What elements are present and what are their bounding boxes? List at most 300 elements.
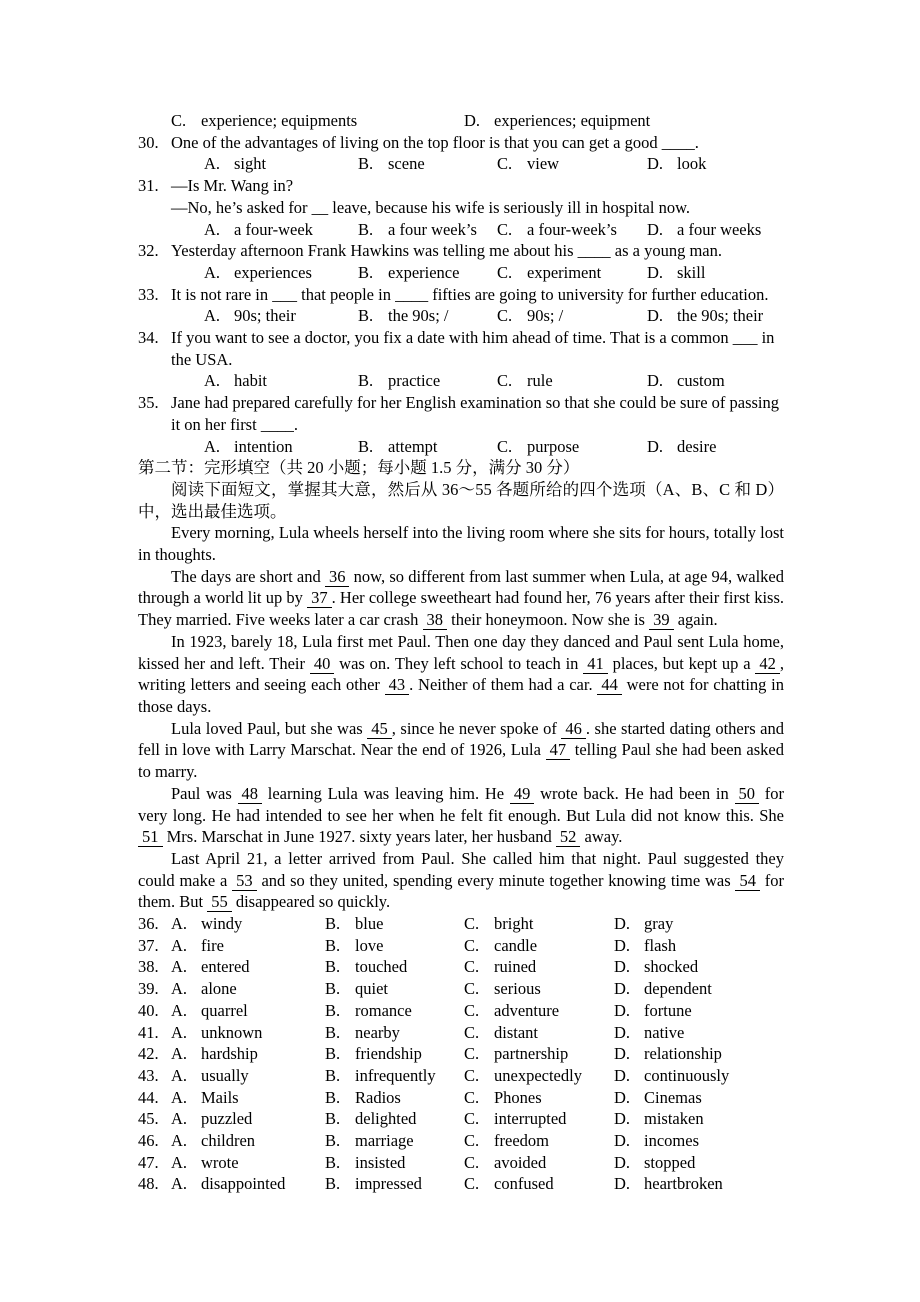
option-c-cell bbox=[497, 219, 647, 241]
option-letter: A. bbox=[171, 1174, 188, 1194]
option-text: blue bbox=[355, 914, 384, 934]
option-text: mistaken bbox=[644, 1109, 704, 1129]
option-text: quiet bbox=[355, 979, 388, 999]
section2-instructions: 阅读下面短文，掌握其大意，然后从 36～55 各题所给的四个选项（A、B、C 和 D）中，选出最佳选项。 bbox=[138, 479, 784, 521]
option-text: windy bbox=[201, 914, 243, 934]
option-letter: D. bbox=[614, 914, 631, 934]
option-text: practice bbox=[388, 371, 441, 391]
option-a-cell bbox=[171, 1043, 325, 1065]
cloze-option-row bbox=[138, 1043, 784, 1065]
option-text: puzzled bbox=[201, 1109, 253, 1129]
option-a-cell bbox=[171, 1000, 325, 1022]
question-number: 44. bbox=[138, 1087, 159, 1107]
cloze-blank: 52 bbox=[556, 827, 581, 847]
option-text: marriage bbox=[355, 1131, 414, 1151]
cloze-blank: 42 bbox=[755, 654, 780, 674]
option-b-cell bbox=[325, 1087, 464, 1109]
option-a-cell bbox=[204, 219, 358, 241]
option-letter: C. bbox=[464, 979, 480, 999]
option-text: shocked bbox=[644, 957, 699, 977]
option-text: delighted bbox=[355, 1109, 417, 1129]
question bbox=[138, 132, 784, 175]
option-d-cell bbox=[614, 935, 784, 957]
option-letter: B. bbox=[325, 1174, 341, 1194]
option-letter: A. bbox=[204, 219, 221, 239]
option-text: interrupted bbox=[494, 1109, 567, 1129]
option-text: infrequently bbox=[355, 1065, 436, 1085]
option-text: view bbox=[527, 154, 560, 174]
options-row bbox=[204, 262, 784, 284]
options-row bbox=[204, 153, 784, 175]
option-letter: B. bbox=[325, 1131, 341, 1151]
option-letter: D. bbox=[614, 1131, 631, 1151]
option-letter: B. bbox=[325, 1087, 341, 1107]
option-text: intention bbox=[234, 436, 293, 456]
option-letter: A. bbox=[204, 154, 221, 174]
option-d-cell bbox=[647, 219, 784, 241]
option-c-cell bbox=[464, 1130, 614, 1152]
cloze-option-row bbox=[138, 978, 784, 1000]
question-number: 33. bbox=[138, 284, 159, 304]
cloze-blank: 50 bbox=[735, 784, 760, 804]
question-text: One of the advantages of living on the top floor is that you can get a good ____. bbox=[171, 132, 699, 152]
option-text: scene bbox=[388, 154, 425, 174]
question bbox=[138, 284, 784, 327]
option-text: native bbox=[644, 1022, 685, 1042]
option-b-cell bbox=[325, 1022, 464, 1044]
question29-options-row bbox=[171, 110, 784, 132]
option-letter: A. bbox=[171, 1022, 188, 1042]
question-number: 48. bbox=[138, 1174, 159, 1194]
cloze-blank: 46 bbox=[561, 719, 586, 739]
option-letter: D. bbox=[614, 1174, 631, 1194]
option-text: experience; equipments bbox=[201, 111, 358, 130]
option-text: experiences; equipment bbox=[494, 111, 651, 130]
option-d-cell bbox=[614, 913, 784, 935]
option-letter: C. bbox=[464, 1087, 480, 1107]
option-letter: C. bbox=[464, 1022, 480, 1042]
option-c-cell bbox=[497, 305, 647, 327]
cloze-option-row bbox=[138, 1152, 784, 1174]
option-text: partnership bbox=[494, 1044, 569, 1064]
option-a-cell bbox=[204, 153, 358, 175]
option-letter: C. bbox=[497, 306, 513, 326]
option-text: a four-week’s bbox=[527, 219, 617, 239]
passage-paragraph: Paul was 48 learning Lula was leaving him. He 49 wrote back. He had been in 50 for very long. He had intended to see her when he felt fit enough. But Lula did not know this. She 51 Mrs. Marschat in June 1927. sixty years later, her husband 52 away. bbox=[138, 783, 784, 847]
option-d-cell bbox=[647, 153, 784, 175]
option-c-cell bbox=[464, 956, 614, 978]
option-letter: B. bbox=[325, 1044, 341, 1064]
option-letter: D. bbox=[464, 111, 481, 130]
cloze-blank: 51 bbox=[138, 827, 163, 847]
option-a-cell bbox=[171, 956, 325, 978]
option-a-cell bbox=[171, 1173, 325, 1195]
option-c-cell bbox=[497, 153, 647, 175]
option-letter: B. bbox=[358, 371, 374, 391]
option-letter: A. bbox=[204, 436, 221, 456]
question-number: 47. bbox=[138, 1152, 159, 1172]
option-text: a four weeks bbox=[677, 219, 762, 239]
cloze-options-table bbox=[138, 913, 784, 1195]
option-letter: A. bbox=[171, 914, 188, 934]
option-text: Phones bbox=[494, 1087, 542, 1107]
option-letter: C. bbox=[464, 914, 480, 934]
option-text: 90s; their bbox=[234, 306, 296, 326]
option-text: fortune bbox=[644, 1000, 692, 1020]
option-text: dependent bbox=[644, 979, 712, 999]
option-d-cell bbox=[614, 1152, 784, 1174]
option-d-cell bbox=[614, 956, 784, 978]
question bbox=[138, 240, 784, 283]
options-row bbox=[204, 219, 784, 241]
cloze-passage bbox=[138, 522, 784, 913]
option-a-cell bbox=[171, 1152, 325, 1174]
option-a-cell bbox=[171, 978, 325, 1000]
option-letter: C. bbox=[497, 219, 513, 239]
option-text: desire bbox=[677, 436, 717, 456]
option-text: a four-week bbox=[234, 219, 313, 239]
option-c-cell bbox=[497, 370, 647, 392]
option-letter: A. bbox=[204, 371, 221, 391]
question-text: It is not rare in ___ that people in ____ fifties are going to university for further education. bbox=[171, 284, 769, 304]
option-c-cell bbox=[497, 436, 647, 458]
option-letter: D. bbox=[614, 1152, 631, 1172]
option-text: wrote bbox=[201, 1152, 239, 1172]
option-letter: A. bbox=[204, 306, 221, 326]
cloze-option-row bbox=[138, 956, 784, 978]
option-text: attempt bbox=[388, 436, 438, 456]
option-b-cell bbox=[325, 1173, 464, 1195]
question-number: 30. bbox=[138, 132, 159, 152]
option-letter: C. bbox=[464, 957, 480, 977]
question bbox=[138, 175, 784, 240]
passage-paragraph: Lula loved Paul, but she was 45 , since he never spoke of 46 . she started dating others and fell in love with Larry Marschat. Near the end of 1926, Lula 47 telling Paul she had been asked to marry. bbox=[138, 718, 785, 782]
option-a-cell bbox=[204, 370, 358, 392]
option-b-cell bbox=[325, 1043, 464, 1065]
option-text: Radios bbox=[355, 1087, 401, 1107]
question-number: 34. bbox=[138, 328, 159, 348]
passage-paragraph: The days are short and 36 now, so different from last summer when Lula, at age 94, walked through a world lit up by 37 . Her college sweetheart had found her, 76 years after their first kiss. They married. Five weeks later a car crash 38 their honeymoon. Now she is 39 again. bbox=[138, 566, 785, 630]
option-text: usually bbox=[201, 1065, 249, 1085]
option-text: skill bbox=[677, 262, 706, 282]
option-letter: C. bbox=[497, 154, 513, 174]
cloze-blank: 44 bbox=[597, 675, 622, 695]
option-b-cell bbox=[325, 935, 464, 957]
option-b-cell bbox=[325, 1152, 464, 1174]
question-number: 40. bbox=[138, 1000, 159, 1020]
option-letter: D. bbox=[614, 1000, 631, 1020]
option-c-cell bbox=[464, 935, 614, 957]
passage-paragraph: In 1923, barely 18, Lula first met Paul. Then one day they danced and Paul sent Lula home, kissed her and left. Their 40 was on. They left school to teach in 41 places, but kept up a 42 , writing letters and seeing each other 43 . Neither of them had a car. 44 were not for chatting in those days. bbox=[138, 631, 784, 716]
question-number: 32. bbox=[138, 241, 159, 261]
option-letter: B. bbox=[358, 219, 374, 239]
option-text: bright bbox=[494, 914, 534, 934]
question-number: 39. bbox=[138, 979, 159, 999]
option-a-cell bbox=[171, 935, 325, 957]
option-text: 90s; / bbox=[527, 306, 564, 326]
option-letter: C. bbox=[464, 935, 480, 955]
option-b-cell bbox=[325, 913, 464, 935]
option-c-cell bbox=[464, 1000, 614, 1022]
option-text: the 90s; / bbox=[388, 306, 449, 326]
option-text: Mails bbox=[201, 1087, 239, 1107]
cloze-blank: 49 bbox=[510, 784, 535, 804]
option-letter: C. bbox=[464, 1109, 480, 1129]
option-letter: A. bbox=[171, 935, 188, 955]
cloze-blank: 37 bbox=[307, 588, 332, 608]
option-text: impressed bbox=[355, 1174, 422, 1194]
option-b-cell bbox=[358, 262, 497, 284]
option-text: heartbroken bbox=[644, 1174, 723, 1194]
option-letter: A. bbox=[171, 957, 188, 977]
option-d-cell bbox=[614, 1108, 784, 1130]
option-text: relationship bbox=[644, 1044, 722, 1064]
question bbox=[138, 327, 784, 392]
option-text: sight bbox=[234, 154, 267, 174]
option-text: insisted bbox=[355, 1152, 406, 1172]
option-letter: D. bbox=[614, 957, 631, 977]
option-d-cell bbox=[614, 1065, 784, 1087]
option-letter: B. bbox=[325, 914, 341, 934]
option-letter: A. bbox=[171, 1065, 188, 1085]
option-a-cell bbox=[171, 1022, 325, 1044]
option-text: nearby bbox=[355, 1022, 400, 1042]
option-b-cell bbox=[358, 305, 497, 327]
option-letter: D. bbox=[614, 935, 631, 955]
cloze-blank: 55 bbox=[207, 892, 232, 912]
single-choice-questions bbox=[138, 132, 784, 458]
option-letter: A. bbox=[171, 1109, 188, 1129]
option-d-cell bbox=[614, 1022, 784, 1044]
question-text: If you want to see a doctor, you fix a date with him ahead of time. That is a common ___ in the USA. bbox=[171, 328, 775, 369]
option-text: distant bbox=[494, 1022, 538, 1042]
cloze-option-row bbox=[138, 1022, 784, 1044]
option-text: touched bbox=[355, 957, 408, 977]
cloze-blank: 47 bbox=[546, 740, 571, 760]
option-text: gray bbox=[644, 914, 674, 934]
option-text: entered bbox=[201, 957, 250, 977]
cloze-option-row bbox=[138, 1000, 784, 1022]
option-text: candle bbox=[494, 935, 538, 955]
option-text: alone bbox=[201, 979, 237, 999]
options-row bbox=[204, 305, 784, 327]
option-d-cell bbox=[614, 1130, 784, 1152]
option-letter: C. bbox=[464, 1131, 480, 1151]
option-d-cell bbox=[647, 262, 784, 284]
option-text: adventure bbox=[494, 1000, 560, 1020]
option-letter: D. bbox=[647, 262, 664, 282]
cloze-option-row bbox=[138, 1065, 784, 1087]
cloze-blank: 41 bbox=[583, 654, 608, 674]
question-number: 46. bbox=[138, 1131, 159, 1151]
cloze-blank: 48 bbox=[238, 784, 263, 804]
option-c-cell bbox=[464, 978, 614, 1000]
option-d-cell bbox=[464, 110, 784, 132]
options-row bbox=[204, 370, 784, 392]
cloze-blank: 53 bbox=[232, 871, 257, 891]
question-text: Yesterday afternoon Frank Hawkins was telling me about his ____ as a young man. bbox=[171, 241, 722, 261]
cloze-blank: 45 bbox=[367, 719, 392, 739]
option-c-cell bbox=[464, 913, 614, 935]
question-number: 41. bbox=[138, 1022, 159, 1042]
option-letter: B. bbox=[358, 306, 374, 326]
cloze-option-row bbox=[138, 1087, 784, 1109]
option-letter: D. bbox=[647, 436, 664, 456]
option-letter: A. bbox=[171, 1000, 188, 1020]
option-d-cell bbox=[647, 436, 784, 458]
option-b-cell bbox=[325, 1000, 464, 1022]
option-text: flash bbox=[644, 935, 677, 955]
option-text: friendship bbox=[355, 1044, 422, 1064]
option-a-cell bbox=[204, 262, 358, 284]
option-letter: B. bbox=[325, 1022, 341, 1042]
option-letter: D. bbox=[647, 154, 664, 174]
option-c-cell bbox=[464, 1152, 614, 1174]
option-letter: D. bbox=[614, 1022, 631, 1042]
option-c-cell bbox=[464, 1022, 614, 1044]
option-letter: B. bbox=[358, 262, 374, 282]
option-text: experiment bbox=[527, 262, 602, 282]
option-letter: B. bbox=[325, 979, 341, 999]
cloze-option-row bbox=[138, 913, 784, 935]
cloze-option-row bbox=[138, 1130, 784, 1152]
option-text: a four week’s bbox=[388, 219, 477, 239]
option-text: ruined bbox=[494, 957, 537, 977]
option-b-cell bbox=[358, 153, 497, 175]
cloze-blank: 39 bbox=[649, 610, 674, 630]
question-number: 43. bbox=[138, 1065, 159, 1085]
option-letter: C. bbox=[464, 1065, 480, 1085]
option-letter: A. bbox=[171, 979, 188, 999]
question-number: 42. bbox=[138, 1044, 159, 1064]
question-number: 38. bbox=[138, 957, 159, 977]
option-text: continuously bbox=[644, 1065, 730, 1085]
option-letter: C. bbox=[464, 1152, 480, 1172]
option-letter: A. bbox=[171, 1131, 188, 1151]
cloze-option-row bbox=[138, 1108, 784, 1130]
option-text: unexpectedly bbox=[494, 1065, 582, 1085]
options-row bbox=[204, 436, 784, 458]
question-text: —Is Mr. Wang in? bbox=[171, 176, 294, 196]
option-d-cell bbox=[614, 1087, 784, 1109]
option-a-cell bbox=[204, 305, 358, 327]
option-text: quarrel bbox=[201, 1000, 248, 1020]
option-d-cell bbox=[614, 978, 784, 1000]
cloze-blank: 38 bbox=[423, 610, 448, 630]
option-text: experiences bbox=[234, 262, 312, 282]
cloze-blank: 54 bbox=[735, 871, 760, 891]
option-text: purpose bbox=[527, 436, 580, 456]
option-d-cell bbox=[614, 1000, 784, 1022]
option-letter: D. bbox=[614, 979, 631, 999]
option-text: rule bbox=[527, 371, 553, 391]
option-letter: B. bbox=[325, 1000, 341, 1020]
option-letter: C. bbox=[464, 1174, 480, 1194]
option-text: look bbox=[677, 154, 707, 174]
option-text: incomes bbox=[644, 1131, 699, 1151]
exam-content bbox=[138, 110, 784, 1195]
option-text: the 90s; their bbox=[677, 306, 764, 326]
option-letter: B. bbox=[358, 154, 374, 174]
option-letter: D. bbox=[614, 1065, 631, 1085]
option-letter: D. bbox=[614, 1044, 631, 1064]
passage-paragraph: Every morning, Lula wheels herself into the living room where she sits for hours, totally lost in thoughts. bbox=[138, 523, 784, 565]
option-d-cell bbox=[647, 370, 784, 392]
question-text-line2: —No, he’s asked for __ leave, because his wife is seriously ill in hospital now. bbox=[171, 197, 691, 217]
option-text: confused bbox=[494, 1174, 554, 1194]
option-b-cell bbox=[325, 1065, 464, 1087]
question-text: Jane had prepared carefully for her English examination so that she could be sure of passing it on her first ____. bbox=[171, 393, 780, 434]
question-number: 36. bbox=[138, 914, 159, 934]
option-b-cell bbox=[358, 370, 497, 392]
option-b-cell bbox=[325, 1108, 464, 1130]
option-c-cell bbox=[497, 262, 647, 284]
option-letter: B. bbox=[325, 1109, 341, 1129]
option-letter: C. bbox=[464, 1044, 480, 1064]
option-letter: A. bbox=[171, 1044, 188, 1064]
option-d-cell bbox=[647, 305, 784, 327]
option-text: romance bbox=[355, 1000, 412, 1020]
option-d-cell bbox=[614, 1043, 784, 1065]
cloze-option-row bbox=[138, 935, 784, 957]
option-text: love bbox=[355, 935, 384, 955]
option-a-cell bbox=[171, 1108, 325, 1130]
option-c-cell bbox=[171, 110, 464, 132]
option-b-cell bbox=[325, 956, 464, 978]
option-text: custom bbox=[677, 371, 725, 391]
question-number: 45. bbox=[138, 1109, 159, 1129]
option-letter: B. bbox=[325, 1152, 341, 1172]
option-c-cell bbox=[464, 1108, 614, 1130]
option-a-cell bbox=[171, 1065, 325, 1087]
option-letter: B. bbox=[358, 436, 374, 456]
cloze-option-row bbox=[138, 1173, 784, 1195]
section2-heading: 第二节：完形填空（共 20 小题；每小题 1.5 分，满分 30 分） bbox=[138, 458, 580, 478]
option-text: serious bbox=[494, 979, 541, 999]
option-b-cell bbox=[325, 1130, 464, 1152]
option-text: unknown bbox=[201, 1022, 263, 1042]
option-c-cell bbox=[464, 1065, 614, 1087]
option-letter: C. bbox=[497, 436, 513, 456]
option-letter: B. bbox=[325, 935, 341, 955]
option-text: hardship bbox=[201, 1044, 258, 1064]
option-a-cell bbox=[171, 913, 325, 935]
option-text: avoided bbox=[494, 1152, 547, 1172]
option-letter: A. bbox=[204, 262, 221, 282]
cloze-blank: 40 bbox=[310, 654, 335, 674]
question-number: 37. bbox=[138, 935, 159, 955]
question-number: 31. bbox=[138, 176, 159, 196]
option-text: experience bbox=[388, 262, 460, 282]
option-text: stopped bbox=[644, 1152, 696, 1172]
option-text: children bbox=[201, 1131, 256, 1151]
option-letter: B. bbox=[325, 1065, 341, 1085]
option-c-cell bbox=[464, 1043, 614, 1065]
option-b-cell bbox=[325, 978, 464, 1000]
option-letter: D. bbox=[614, 1109, 631, 1129]
option-letter: C. bbox=[497, 262, 513, 282]
option-letter: D. bbox=[647, 306, 664, 326]
option-letter: D. bbox=[647, 371, 664, 391]
option-text: fire bbox=[201, 935, 224, 955]
option-a-cell bbox=[171, 1130, 325, 1152]
option-c-cell bbox=[464, 1087, 614, 1109]
option-letter: C. bbox=[171, 111, 187, 130]
option-d-cell bbox=[614, 1173, 784, 1195]
cloze-blank: 43 bbox=[385, 675, 410, 695]
option-text: freedom bbox=[494, 1131, 549, 1151]
option-letter: A. bbox=[171, 1152, 188, 1172]
